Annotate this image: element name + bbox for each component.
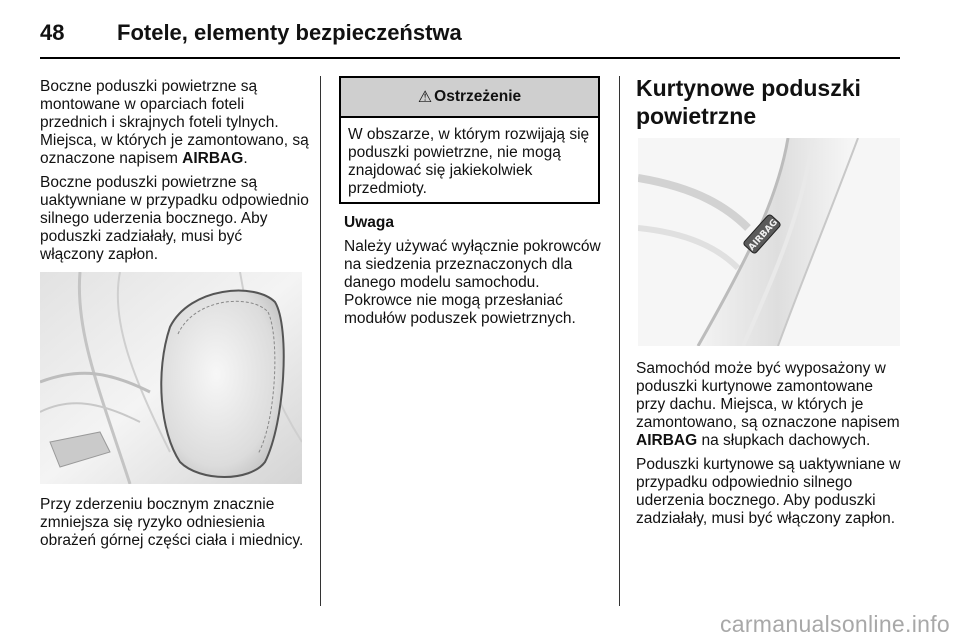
warning-triangle-icon: ⚠ — [417, 89, 433, 106]
column-divider-left — [320, 76, 321, 606]
curtain-airbag-illustration — [638, 138, 900, 346]
curtain-airbag-text: Samochód może być wyposażony w poduszki kurtynowe zamontowane przy dachu. Miejsca, w których je zamontowano, są oznaczone napisem — [636, 360, 900, 431]
curtain-airbag-text-end: na słupkach dachowych. — [697, 432, 871, 449]
right-column — [636, 360, 902, 534]
page-title: Fotele, elementy bezpieczeństwa — [117, 20, 462, 45]
note-title: Uwaga — [344, 214, 394, 231]
side-airbag-caption: Przy zderzeniu bocznym znacznie zmniejsza się ryzyko odniesienia obrażeń górnej części ciała i miednicy. — [40, 496, 304, 549]
airbag-label-right: AIRBAG — [636, 432, 698, 449]
header-rule — [40, 57, 900, 59]
column-divider-right — [619, 76, 620, 606]
warning-title: Ostrzeżenie — [434, 88, 522, 105]
warning-box — [339, 76, 600, 204]
side-airbag-paragraph-2: Boczne poduszki powietrzne są uaktywniane w przypadku odpowiednio silnego uderzenia bocznego. Aby poduszki zadziałały, musi być włączony zapłon. — [40, 174, 309, 263]
side-airbag-text: Boczne poduszki powietrzne są montowane w oparciach foteli przednich i skrajnych foteli tylnych. Miejsca, w których je zamontowano, są oznaczone napisem — [40, 78, 309, 167]
airbag-label: AIRBAG — [182, 150, 244, 167]
side-airbag-illustration — [40, 272, 302, 484]
warning-body: W obszarze, w którym rozwijają się poduszki powietrzne, nie mogą znajdować się jakiekolwiek przedmioty. — [348, 126, 590, 197]
side-airbag-text-end: . — [243, 150, 248, 167]
note-section — [344, 214, 606, 334]
note-body: Należy używać wyłącznie pokrowców na siedzenia przeznaczonych dla danego modelu samochodu. Pokrowce nie mogą przesłaniać modułów poduszek powietrznych. — [344, 238, 601, 327]
warning-header — [341, 78, 598, 118]
curtain-airbag-paragraph-1 — [636, 360, 902, 450]
side-airbag-paragraph-1 — [40, 78, 310, 168]
side-airbag-caption-container — [40, 496, 310, 556]
left-column — [40, 78, 310, 270]
pillar-airbag-label: AIRBAG — [746, 217, 781, 253]
watermark: carmanualsonline.info — [719, 611, 950, 637]
curtain-airbag-heading: Kurtynowe poduszki powietrzne — [636, 75, 861, 129]
curtain-airbag-paragraph-2: Poduszki kurtynowe są uaktywniane w przypadku odpowiednio silnego uderzenia bocznego. Aby poduszki zadziałały, musi być włączony zapłon. — [636, 456, 901, 527]
page-number: 48 — [40, 20, 65, 45]
